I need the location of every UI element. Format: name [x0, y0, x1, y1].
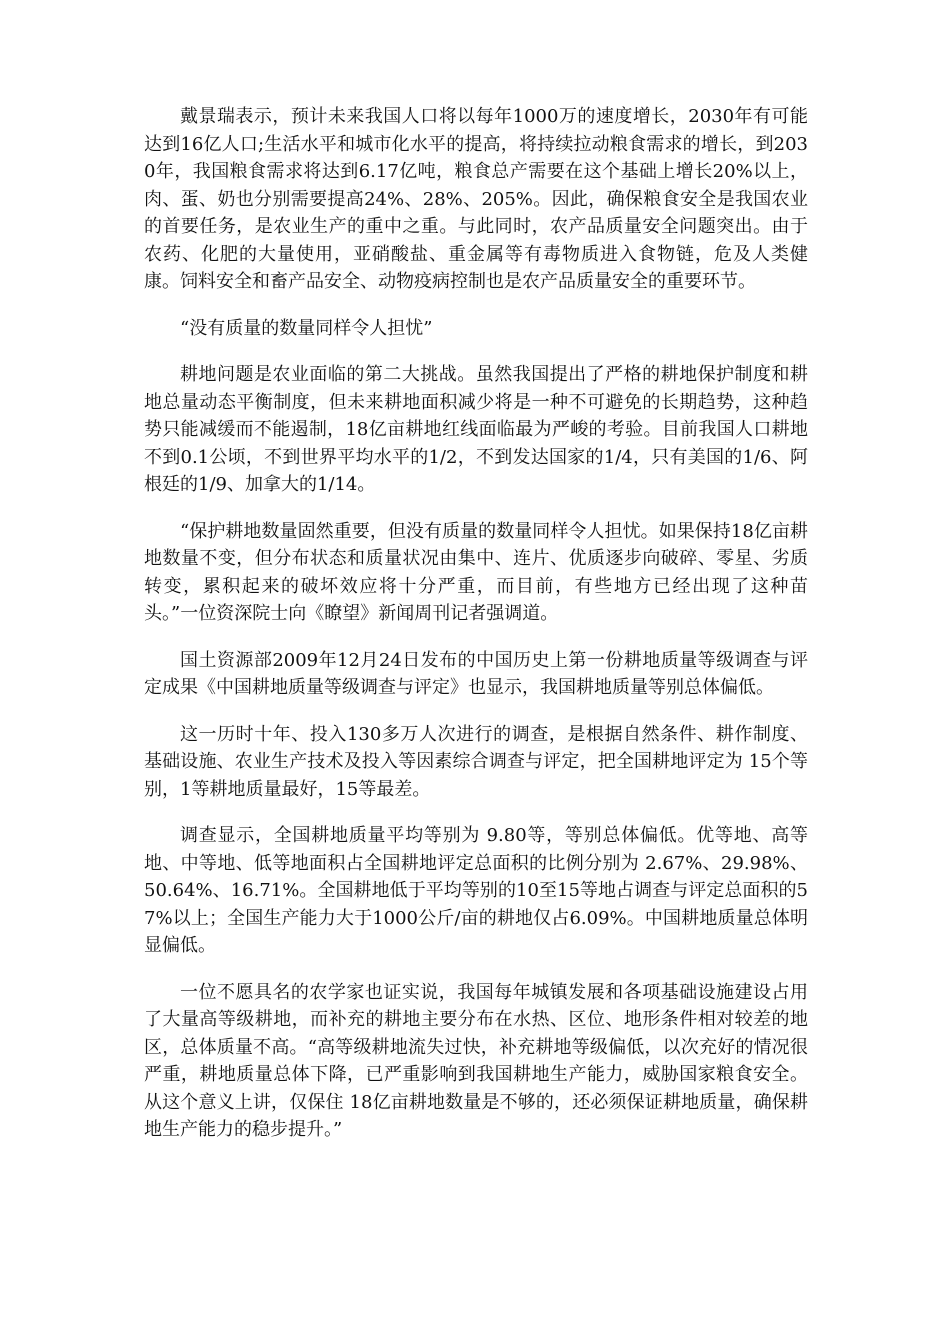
paragraph-population-food-demand: 戴景瑞表示，预计未来我国人口将以每年1000万的速度增长，2030年有可能达到16亿人口;生活水平和城市化水平的提高，将持续拉动粮食需求的增长，到2030年，我国粮食需求将达到6.17亿吨，粮食总产需要在这个基础上增长20%以上，肉、蛋、奶也分别需要提高24%、28%、205%。因此，确保粮食安全是我国农业的首要任务，是农业生产的重中之重。与此同时，农产品质量安全问题突出。由于农药、化肥的大量使用，亚硝酸盐、重金属等有毒物质进入食物链，危及人类健康。饲料安全和畜产品安全、动物疫病控制也是农产品质量安全的重要环节。 — [144, 106, 808, 292]
paragraph-agronomist-quote: 一位不愿具名的农学家也证实说，我国每年城镇发展和各项基础设施建设占用了大量高等级耕地，而补充的耕地主要分布在水热、区位、地形条件相对较差的地区，总体质量不高。“高等级耕地流失过快，补充耕地等级偏低，以次充好的情况很严重，耕地质量总体下降，已严重影响到我国耕地生产能力，威胁国家粮食安全。从这个意义上讲，仅保住 18亿亩耕地数量是不够的，还必须保证耕地质量，确保耕地生产能力的稳步提升。” — [144, 981, 808, 1140]
paragraph-land-resources-report: 国土资源部2009年12月24日发布的中国历史上第一份耕地质量等级调查与评定成果《中国耕地质量等级调查与评定》也显示，我国耕地质量等别总体偏低。 — [144, 649, 808, 698]
paragraph-survey-method: 这一历时十年、投入130多万人次进行的调查，是根据自然条件、耕作制度、基础设施、农业生产技术及投入等因素综合调查与评定，把全国耕地评定为 15个等别，1等耕地质量最好，15等最差。 — [144, 723, 808, 800]
paragraph-farmland-challenge: 耕地问题是农业面临的第二大挑战。虽然我国提出了严格的耕地保护制度和耕地总量动态平衡制度，但未来耕地面积减少将是一种不可避免的长期趋势，这种趋势只能减缓而不能遏制，18亿亩耕地红线面临最为严峻的考验。目前我国人口耕地不到0.1公顷，不到世界平均水平的1/2，不到发达国家的1/4，只有美国的1/6、阿根廷的1/9、加拿大的1/14。 — [144, 364, 808, 495]
paragraph-survey-results: 调查显示，全国耕地质量平均等别为 9.80等，等别总体偏低。优等地、高等地、中等地、低等地面积占全国耕地评定总面积的比例分别为 2.67%、29.98%、50.64%、16.71%。全国耕地低于平均等别的10至15等地占调查与评定总面积的57%以上；全国生产能力大于1000公斤/亩的耕地仅占6.09%。中国耕地质量总体明显偏低。 — [144, 825, 808, 956]
article-body — [144, 103, 808, 1163]
section-heading-quality-quantity: “没有质量的数量同样令人担忧” — [180, 317, 433, 339]
paragraph-academician-quote: “保护耕地数量固然重要，但没有质量的数量同样令人担忧。如果保持18亿亩耕地数量不变，但分布状态和质量状况由集中、连片、优质逐步向破碎、零星、劣质转变，累积起来的破坏效应将十分严重，而目前，有些地方已经出现了这种苗头。”一位资深院士向《瞭望》新闻周刊记者强调道。 — [144, 520, 808, 624]
